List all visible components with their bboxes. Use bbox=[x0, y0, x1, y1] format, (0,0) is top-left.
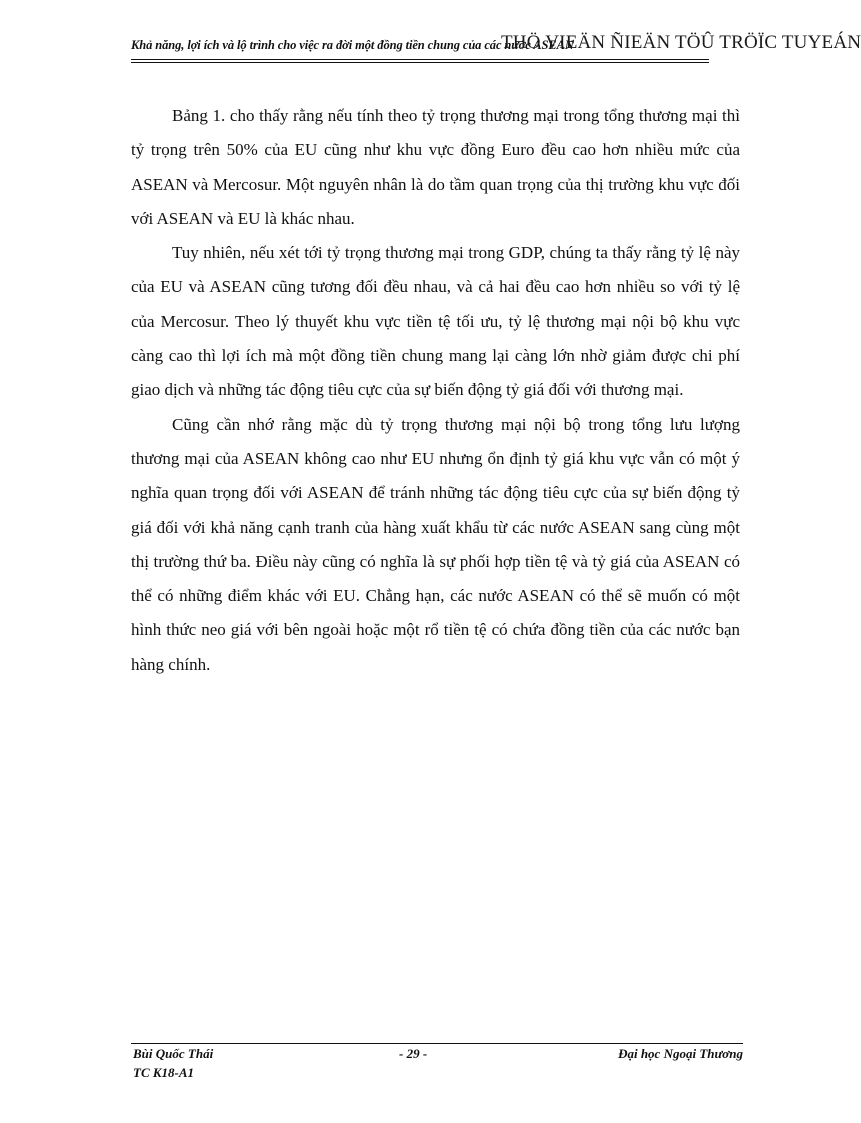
footer-class: TC K18-A1 bbox=[133, 1065, 195, 1080]
paragraph-2: Tuy nhiên, nếu xét tới tỷ trọng thương mại trong GDP, chúng ta thấy rằng tỷ lệ này của EU và ASEAN cũng tương đối đều nhau, và cả hai đều cao hơn nhiều so với tỷ lệ của Mercosur. Theo lý thuyết khu vực tiền tệ tối ưu, tỷ lệ thương mại nội bộ khu vực càng cao thì lợi ích mà một đồng tiền chung mang lại càng lớn nhờ giảm được chi phí giao dịch và những tác động tiêu cực của sự biến động tỷ giá đối với thương mại. bbox=[131, 243, 740, 400]
footer-author: Bùi Quốc Thái bbox=[133, 1046, 214, 1061]
page-header bbox=[131, 32, 861, 56]
header-title: Khả năng, lợi ích và lộ trình cho việc ra đời một đồng tiền chung của các nước ASEAN bbox=[131, 38, 574, 52]
page-number: - 29 - bbox=[399, 1046, 428, 1061]
footer-rule bbox=[131, 1043, 743, 1044]
header-rule bbox=[131, 59, 709, 60]
header-rule-thin bbox=[131, 62, 709, 63]
library-watermark: THÖ VIEÄN ÑIEÄN TÖÛ TRÖÏC TUYEÁN bbox=[501, 32, 861, 53]
paragraph-3: Cũng cần nhớ rằng mặc dù tỷ trọng thương mại nội bộ trong tổng lưu lượng thương mại của ASEAN không cao như EU nhưng ổn định tỷ giá khu vực vẫn có một ý nghĩa quan trọng đối với ASEAN để tránh những tác động tiêu cực của sự biến động tỷ giá đối với khả năng cạnh tranh của hàng xuất khẩu từ các nước ASEAN sang cùng một thị trường thứ ba. Điều này cũng có nghĩa là sự phối hợp tiền tệ và tỷ giá của ASEAN có thể có những điểm khác với EU. Chẳng hạn, các nước ASEAN có thể sẽ muốn có một hình thức neo giá với bên ngoài hoặc một rổ tiền tệ có chứa đồng tiền của các nước bạn hàng chính. bbox=[131, 414, 740, 674]
paragraph-1: Bảng 1. cho thấy rằng nếu tính theo tỷ trọng thương mại trong tổng thương mại thì tỷ trọng trên 50% của EU cũng như khu vực đồng Euro đều cao hơn nhiều mức của ASEAN và Mercosur. Một nguyên nhân là do tầm quan trọng của thị trường khu vực đối với ASEAN và EU là khác nhau. bbox=[131, 106, 740, 228]
footer-university: Đại học Ngoại Thương bbox=[618, 1046, 743, 1061]
document-body bbox=[131, 99, 740, 682]
